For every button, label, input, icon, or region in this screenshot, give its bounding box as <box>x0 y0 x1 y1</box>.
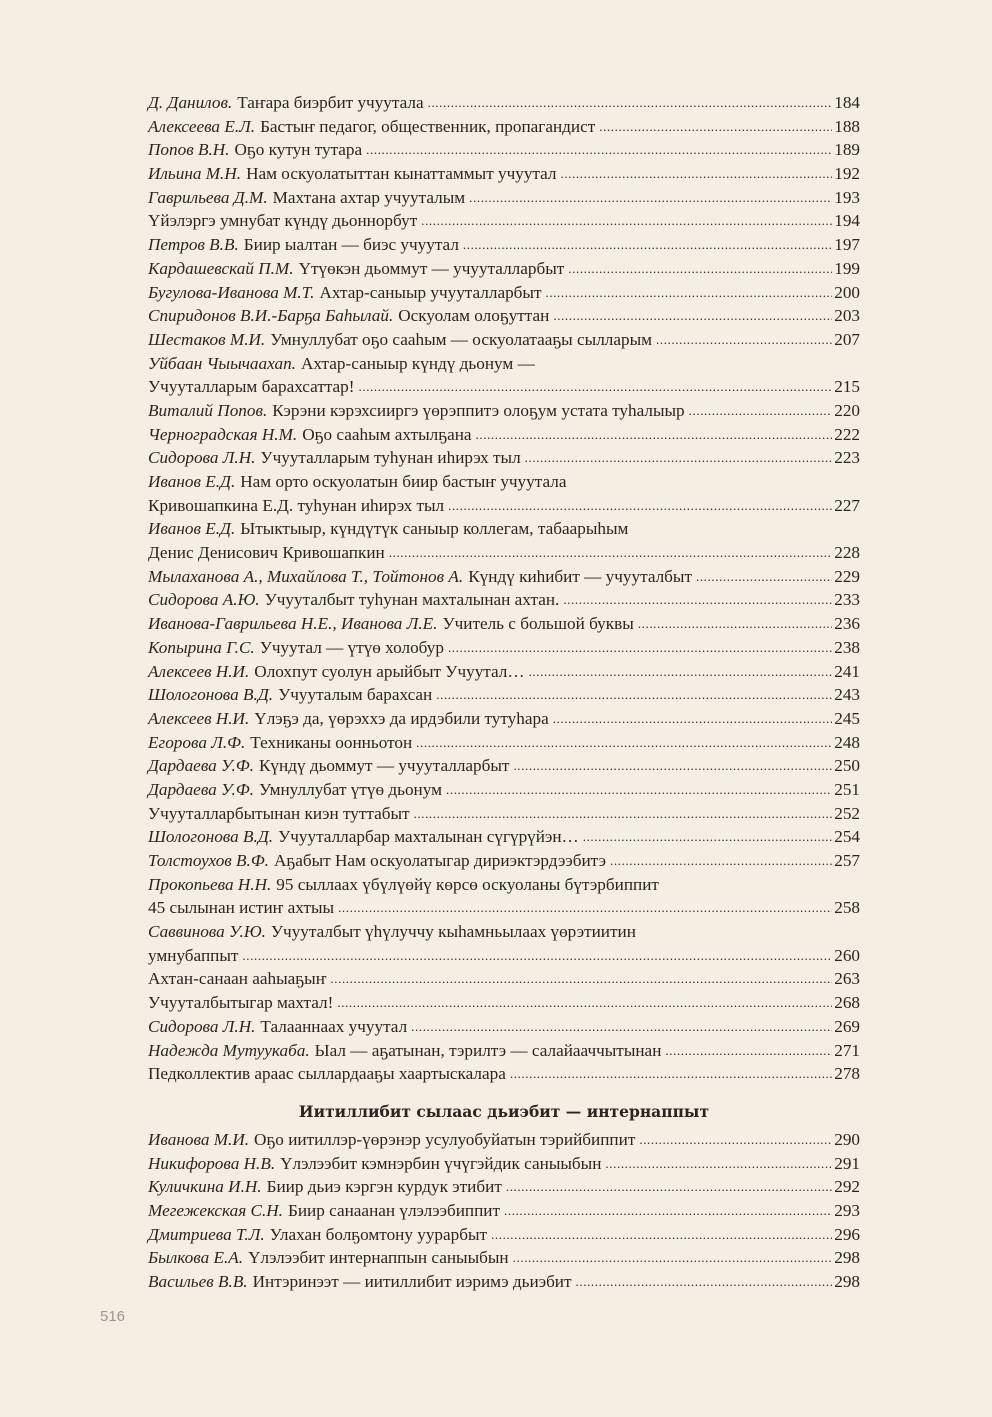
toc-entry[interactable] <box>148 257 860 281</box>
entry-page: 220 <box>834 400 860 420</box>
entry-page: 233 <box>834 590 860 610</box>
entry-page: 236 <box>834 614 860 634</box>
toc-entry[interactable] <box>148 612 860 636</box>
entry-title: Ытыктыыр, күндүтүк саныыр коллегам, табаарыһым <box>240 519 629 539</box>
entry-title: Оҕо сааһым ахтылҕана <box>302 424 472 444</box>
entry-page: 248 <box>834 732 860 752</box>
entry-page: 193 <box>834 187 860 207</box>
entry-title: Махтана ахтар учууталым <box>272 187 466 207</box>
dot-leader <box>414 802 833 826</box>
dot-leader <box>525 446 833 470</box>
toc-entry[interactable] <box>148 1039 860 1063</box>
dot-leader <box>359 375 833 399</box>
entry-author: Шестаков М.И. <box>148 329 266 349</box>
entry-title: Оскуолам олоҕуттан <box>398 306 550 326</box>
dot-leader <box>605 1152 832 1176</box>
dot-leader <box>448 494 832 518</box>
entry-title-continuation: умнубаппыт <box>148 945 239 965</box>
entry-page: 258 <box>834 898 860 918</box>
dot-leader <box>416 731 832 755</box>
entry-page: 296 <box>834 1224 860 1244</box>
entry-page: 252 <box>834 803 860 823</box>
entry-page: 227 <box>834 495 860 515</box>
entry-title: Оҕо иитиллэр-үөрэнэр усулуобуйатын тэрийбиппит <box>254 1129 636 1149</box>
entry-page: 223 <box>834 448 860 468</box>
entry-title: Күндү киһибит — учууталбыт <box>468 566 692 586</box>
toc-entry[interactable] <box>148 1152 860 1176</box>
entry-author: Алексеева Е.Л. <box>148 116 256 136</box>
dot-leader <box>576 1270 833 1294</box>
toc-entry[interactable] <box>148 517 860 541</box>
entry-page: 188 <box>834 116 860 136</box>
entry-author: Дмитриева Т.Л. <box>148 1224 265 1244</box>
entry-title-continuation: 45 сылынан истиҥ ахтыы <box>148 898 335 918</box>
entry-author: Попов В.Н. <box>148 140 230 160</box>
entry-title: Кэрэни кэрэхсииргэ үөрэппитэ олоҕум устата туһалыыр <box>272 400 685 420</box>
dot-leader <box>568 257 832 281</box>
toc-entry[interactable] <box>148 1062 860 1086</box>
dot-leader <box>689 399 833 423</box>
dot-leader <box>428 91 833 115</box>
entry-title: Ахтан-санаан ааһыаҕыҥ <box>148 969 327 989</box>
toc-entry[interactable] <box>148 423 860 447</box>
toc-entry[interactable] <box>148 91 860 115</box>
entry-page: 184 <box>834 93 860 112</box>
dot-leader <box>411 1015 832 1039</box>
toc-entry[interactable] <box>148 802 860 826</box>
dot-leader <box>665 1039 832 1063</box>
entry-title: Биир санаанан үлэлээбиппит <box>287 1200 500 1220</box>
dot-leader <box>656 328 832 352</box>
entry-author: Ильина М.Н. <box>148 164 242 184</box>
entry-title: Нам орто оскуолатын биир бастыҥ учуутала <box>240 472 567 491</box>
page-number: 516 <box>100 1308 126 1325</box>
dot-leader <box>583 825 832 849</box>
dot-leader <box>561 162 833 186</box>
entry-author: Васильев В.В. <box>148 1272 248 1291</box>
toc-entry-continuation <box>148 375 860 399</box>
toc-entry[interactable] <box>148 304 860 328</box>
entry-title: Биир дьиэ кэргэн курдук этибит <box>266 1177 502 1197</box>
entry-author: Бугулова-Иванова М.Т. <box>148 282 315 302</box>
entry-page: 271 <box>834 1040 860 1060</box>
entry-title: Учууталбыт туһунан махталынан ахтан. <box>264 590 560 610</box>
dot-leader <box>491 1223 832 1247</box>
entry-author: Сидорова А.Ю. <box>148 590 260 610</box>
entry-author: Дардаева У.Ф. <box>148 756 254 776</box>
toc-entry-continuation <box>148 494 860 518</box>
toc-entry[interactable] <box>148 1128 860 1152</box>
toc-entry[interactable] <box>148 352 860 376</box>
entry-title: Үлэҕэ да, үөрэххэ да ирдэбили тутуһара <box>254 708 549 728</box>
dot-leader <box>436 683 832 707</box>
entry-page: 189 <box>834 140 860 160</box>
entry-author: Кардашевскай П.М. <box>148 258 294 278</box>
entry-page: 293 <box>834 1200 860 1220</box>
entry-page: 290 <box>834 1129 860 1149</box>
entry-author: Куличкина И.Н. <box>148 1177 262 1197</box>
entry-author: Иванов Е.Д. <box>148 519 236 539</box>
toc-entry[interactable] <box>148 588 860 612</box>
dot-leader <box>446 778 832 802</box>
entry-author: Черноградская Н.М. <box>148 424 298 444</box>
dot-leader <box>337 991 832 1015</box>
entry-title: Ахтар-саныыр күндү дьонум — <box>300 353 535 373</box>
toc-entry[interactable] <box>148 660 860 684</box>
toc-entry-continuation <box>148 541 860 565</box>
toc-entry[interactable] <box>148 1199 860 1223</box>
entry-title: Умнуллубат оҕо сааһым — оскуолатааҕы сылларым <box>270 329 652 349</box>
entry-title: Оҕо кутун тутара <box>234 140 363 160</box>
entry-title: Таҥара биэрбит учуутала <box>237 93 424 112</box>
toc-entry-continuation <box>148 896 860 920</box>
toc-entry[interactable] <box>148 754 860 778</box>
entry-title: 95 сыллаах үбүлүөйү көрсө оскуоланы бүтэрбиппит <box>276 874 659 894</box>
entry-title: Үтүөкэн дьоммут — учууталларбыт <box>298 258 565 278</box>
toc-entry[interactable] <box>148 731 860 755</box>
entry-title: Умнуллубат үтүө дьонум <box>258 779 442 799</box>
dot-leader <box>553 707 833 731</box>
entry-title: Күндү дьоммут — учууталларбыт <box>258 756 510 776</box>
toc-entry[interactable] <box>148 849 860 873</box>
dot-leader <box>610 849 832 873</box>
dot-leader <box>421 209 832 233</box>
toc-section <box>148 1092 860 1294</box>
toc-entry[interactable] <box>148 446 860 470</box>
entry-page: 241 <box>834 661 860 681</box>
entry-page: 254 <box>834 827 860 847</box>
toc-entry[interactable] <box>148 683 860 707</box>
entry-author: Д. Данилов. <box>148 93 233 112</box>
entry-page: 245 <box>834 708 860 728</box>
entry-title: Учууталларбар махталынан сүгүрүйэн… <box>278 827 579 847</box>
entry-title: Ыал — аҕатынан, тэрилтэ — салайааччытынан <box>314 1040 662 1060</box>
dot-leader <box>513 754 832 778</box>
entry-page: 278 <box>834 1064 860 1084</box>
entry-page: 260 <box>834 945 860 965</box>
entry-author: Мегежекская С.Н. <box>148 1200 283 1220</box>
dot-leader <box>506 1175 832 1199</box>
entry-page: 238 <box>834 637 860 657</box>
entry-page: 222 <box>834 424 860 444</box>
entry-author: Сидорова Л.Н. <box>148 448 256 468</box>
entry-author: Егорова Л.Ф. <box>148 732 246 752</box>
dot-leader <box>599 115 832 139</box>
entry-author: Никифорова Н.В. <box>148 1153 276 1173</box>
toc-entry[interactable] <box>148 1270 860 1294</box>
entry-page: 243 <box>834 685 860 705</box>
entry-page: 228 <box>834 543 860 563</box>
entry-title: Учууталбыт үһүлуччу кыһамньылаах үөрэтиитин <box>270 922 636 942</box>
entry-author: Прокопьева Н.Н. <box>148 874 272 894</box>
entry-title: Учууталбытыгар махтал! <box>148 993 334 1013</box>
entry-author: Шологонова В.Д. <box>148 827 274 847</box>
dot-leader <box>546 281 833 305</box>
toc-entry-continuation <box>148 944 860 968</box>
entry-author: Дардаева У.Ф. <box>148 779 254 799</box>
entry-title: Биир ыалтан — биэс учуутал <box>243 235 459 255</box>
entry-author: Мылаханова А., Михайлова Т., Тойтонов А. <box>148 566 464 586</box>
dot-leader <box>513 1246 833 1270</box>
entry-author: Шологонова В.Д. <box>148 685 274 705</box>
dot-leader <box>463 233 832 257</box>
entry-author: Петров В.В. <box>148 235 239 255</box>
toc-section <box>148 91 860 1086</box>
dot-leader <box>448 636 832 660</box>
entry-page: 257 <box>834 851 860 870</box>
entry-title-continuation: Учууталларым барахсаттар! <box>148 377 355 397</box>
entry-page: 250 <box>834 756 860 776</box>
toc-entry[interactable] <box>148 115 860 139</box>
entry-title: Учитель с большой буквы <box>442 614 634 634</box>
entry-title: Учуутал — үтүө холобур <box>259 637 444 657</box>
toc-entry[interactable] <box>148 399 860 423</box>
entry-title-continuation: Денис Денисович Кривошапкин <box>148 543 385 563</box>
entry-page: 203 <box>834 306 860 326</box>
toc-entry[interactable] <box>148 209 860 233</box>
entry-page: 207 <box>834 329 860 349</box>
dot-leader <box>553 304 832 328</box>
entry-author: Алексеев Н.И. <box>148 661 250 681</box>
dot-leader <box>529 660 833 684</box>
entry-title: Педколлектив араас сыллардааҕы хаартыскалара <box>148 1064 506 1084</box>
entry-title: Улахан болҕомтону уурарбыт <box>269 1224 488 1244</box>
entry-author: Спиридонов В.И.-Барҕа Баһылай. <box>148 306 394 326</box>
dot-leader <box>476 423 833 447</box>
entry-page: 197 <box>834 235 860 255</box>
entry-author: Сидорова Л.Н. <box>148 1016 256 1036</box>
entry-page: 291 <box>834 1153 860 1173</box>
entry-page: 263 <box>834 969 860 989</box>
dot-leader <box>563 588 832 612</box>
dot-leader <box>330 967 832 991</box>
entry-title: Техниканы оонньотон <box>250 732 413 752</box>
entry-title: Үйэлэргэ умнубат күндү дьоннорбут <box>148 211 418 231</box>
entry-title: Учууталларым туһунан иһирэх тыл <box>260 448 521 468</box>
toc-entry[interactable] <box>148 1223 860 1247</box>
entry-author: Уйбаан Чыычаахап. <box>148 353 296 373</box>
entry-title: Ахтар-саныыр учууталларбыт <box>319 282 542 302</box>
entry-page: 268 <box>834 993 860 1013</box>
entry-page: 192 <box>834 164 860 184</box>
dot-leader <box>638 612 832 636</box>
toc-entry[interactable] <box>148 636 860 660</box>
entry-title: Үлэлээбит интернаппын саныыбын <box>248 1248 509 1268</box>
toc-entry[interactable] <box>148 138 860 162</box>
toc-entry[interactable] <box>148 920 860 944</box>
toc-entry[interactable] <box>148 162 860 186</box>
entry-page: 251 <box>834 779 860 799</box>
dot-leader <box>510 1062 832 1086</box>
dot-leader <box>469 186 832 210</box>
entry-page: 229 <box>834 566 860 586</box>
entry-author: Иванов Е.Д. <box>148 472 236 491</box>
entry-author: Копырина Г.С. <box>148 637 255 657</box>
entry-title: Олохпут суолун арыйбыт Учуутал… <box>254 661 525 681</box>
toc-entry[interactable] <box>148 565 860 589</box>
dot-leader <box>504 1199 832 1223</box>
entry-title-continuation: Кривошапкина Е.Д. туһунан иһирэх тыл <box>148 495 445 515</box>
entry-page: 292 <box>834 1177 860 1197</box>
entry-page: 215 <box>834 377 860 397</box>
dot-leader <box>696 565 832 589</box>
entry-page: 269 <box>834 1016 860 1036</box>
entry-title: Нам оскуолатыттан кынаттаммыт учуутал <box>246 164 557 184</box>
entry-author: Гаврильева Д.М. <box>148 187 268 207</box>
entry-title: Учууталым барахсан <box>278 685 433 705</box>
toc-entry[interactable] <box>148 233 860 257</box>
entry-page: 194 <box>834 211 860 231</box>
entry-title: Бастыҥ педагог, общественник, пропагандист <box>260 116 596 136</box>
entry-author: Былкова Е.А. <box>148 1248 244 1268</box>
section-heading: Иитиллибит сылаас дьиэбит — интернаппыт <box>298 1101 710 1121</box>
toc-entry[interactable] <box>148 967 860 991</box>
entry-author: Саввинова У.Ю. <box>148 922 266 942</box>
dot-leader <box>242 944 832 968</box>
toc-entry[interactable] <box>148 1015 860 1039</box>
dot-leader <box>366 138 832 162</box>
entry-author: Иванова М.И. <box>148 1129 250 1149</box>
entry-page: 199 <box>834 258 860 278</box>
entry-page: 200 <box>834 282 860 302</box>
entry-author: Алексеев Н.И. <box>148 708 250 728</box>
entry-author: Виталий Попов. <box>148 400 268 420</box>
toc-entry[interactable] <box>148 825 860 849</box>
entry-author: Надежда Мутуукаба. <box>148 1040 310 1060</box>
toc-entry[interactable] <box>148 281 860 305</box>
entry-page: 298 <box>834 1248 860 1268</box>
toc-entry[interactable] <box>148 991 860 1015</box>
entry-title: Аҕабыт Нам оскуолатыгар дириэктэрдээбитэ <box>273 851 606 870</box>
entry-title: Интэринээт — иитиллибит иэримэ дьиэбит <box>252 1272 572 1291</box>
entry-author: Иванова-Гаврильева Н.Е., Иванова Л.Е. <box>148 614 438 634</box>
dot-leader <box>639 1128 832 1152</box>
toc-entry[interactable] <box>148 186 860 210</box>
toc-entry[interactable] <box>148 873 860 897</box>
toc-entry[interactable] <box>148 778 860 802</box>
toc-entry[interactable] <box>148 1175 860 1199</box>
entry-title: Учууталларбытынан киэн туттабыт <box>148 803 410 823</box>
entry-title: Үлэлээбит кэмнэрбин үчүгэйдик саныыбын <box>280 1153 602 1173</box>
dot-leader <box>338 896 832 920</box>
entry-page: 298 <box>834 1272 860 1291</box>
dot-leader <box>389 541 832 565</box>
entry-author: Толстоухов В.Ф. <box>148 851 269 870</box>
toc-entry[interactable] <box>148 470 860 494</box>
toc-entry[interactable] <box>148 707 860 731</box>
table-of-contents <box>148 91 860 1294</box>
entry-title: Талааннаах учуутал <box>260 1016 408 1036</box>
toc-entry[interactable] <box>148 1246 860 1270</box>
toc-entry[interactable] <box>148 328 860 352</box>
